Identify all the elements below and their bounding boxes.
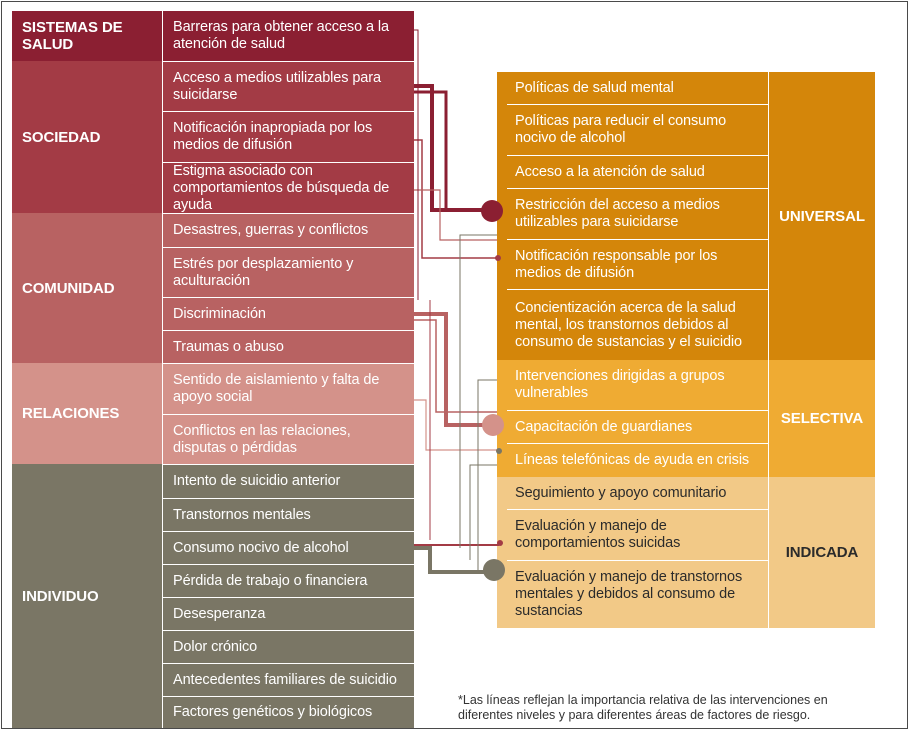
factor-cell: Estigma asociado con comportamientos de búsqueda de ayuda (162, 162, 414, 213)
link-dot-large (482, 414, 504, 436)
factor-cell: Acceso a medios utilizables para suicidarse (162, 61, 414, 111)
category-individuo: INDIVIDUO (12, 464, 162, 728)
link-line (414, 30, 418, 300)
category-sistemas-de-salud: SISTEMAS DE SALUD (12, 11, 162, 61)
factor-cell: Consumo nocivo de alcohol (162, 531, 414, 564)
factor-cell: Estrés por desplazamiento y aculturación (162, 247, 414, 297)
factor-cell: Desesperanza (162, 597, 414, 630)
level-selectiva: SELECTIVA (769, 360, 875, 477)
category-relaciones: RELACIONES (12, 363, 162, 464)
intervention-cell: Restricción del acceso a medios utilizables para suicidarse (507, 189, 769, 240)
intervention-cell: Acceso a la atención de salud (507, 156, 769, 189)
link-line (478, 380, 497, 570)
intervention-cell: Políticas de salud mental (507, 72, 769, 105)
factor-cell: Traumas o abuso (162, 330, 414, 363)
intervention-cell: Concientización acerca de la salud mental, los transtornos debidos al consumo de sustancias y el suicidio (507, 290, 769, 360)
link-line (414, 320, 497, 412)
factor-cell: Intento de suicidio anterior (162, 464, 414, 498)
intervention-cell: Evaluación y manejo de comportamientos suicidas (507, 510, 769, 561)
intervention-cell: Evaluación y manejo de transtornos mentales y debidos al consumo de sustancias (507, 561, 769, 628)
factor-cell: Factores genéticos y biológicos (162, 696, 414, 728)
intervention-cell: Capacitación de guardianes (507, 411, 769, 444)
factor-cell: Sentido de aislamiento y falta de apoyo social (162, 363, 414, 414)
factor-cell: Transtornos mentales (162, 498, 414, 531)
factor-cell: Pérdida de trabajo o financiera (162, 564, 414, 597)
factor-cell: Notificación inapropiada por los medios de difusión (162, 111, 414, 162)
link-line (414, 86, 492, 210)
link-dot-large (483, 559, 505, 581)
intervention-cell: Políticas para reducir el consumo nocivo de alcohol (507, 105, 769, 156)
level-indicada: INDICADA (769, 477, 875, 628)
intervention-cell: Líneas telefónicas de ayuda en crisis (507, 444, 769, 477)
factor-cell: Conflictos en las relaciones, disputas o pérdidas (162, 414, 414, 464)
intervention-cell: Seguimiento y apoyo comunitario (507, 477, 769, 510)
intervention-cell: Notificación responsable por los medios de difusión (507, 240, 769, 290)
category-comunidad: COMUNIDAD (12, 213, 162, 363)
level-universal: UNIVERSAL (769, 72, 875, 360)
factor-cell: Barreras para obtener acceso a la atención de salud (162, 11, 414, 61)
link-dot-small (497, 540, 503, 546)
link-dot-large (481, 200, 503, 222)
factor-cell: Discriminación (162, 297, 414, 330)
factor-cell: Antecedentes familiares de suicidio (162, 663, 414, 696)
footnote: *Las líneas reflejan la importancia relativa de las intervenciones en diferentes niveles y para diferentes áreas de factores de riesgo. (458, 693, 828, 722)
intervention-cell: Intervenciones dirigidas a grupos vulnerables (507, 360, 769, 411)
category-sociedad: SOCIEDAD (12, 61, 162, 213)
link-line (414, 548, 492, 572)
factor-cell: Dolor crónico (162, 630, 414, 663)
link-dot-small (496, 448, 502, 454)
link-dot-small (495, 255, 501, 261)
factor-cell: Desastres, guerras y conflictos (162, 213, 414, 247)
